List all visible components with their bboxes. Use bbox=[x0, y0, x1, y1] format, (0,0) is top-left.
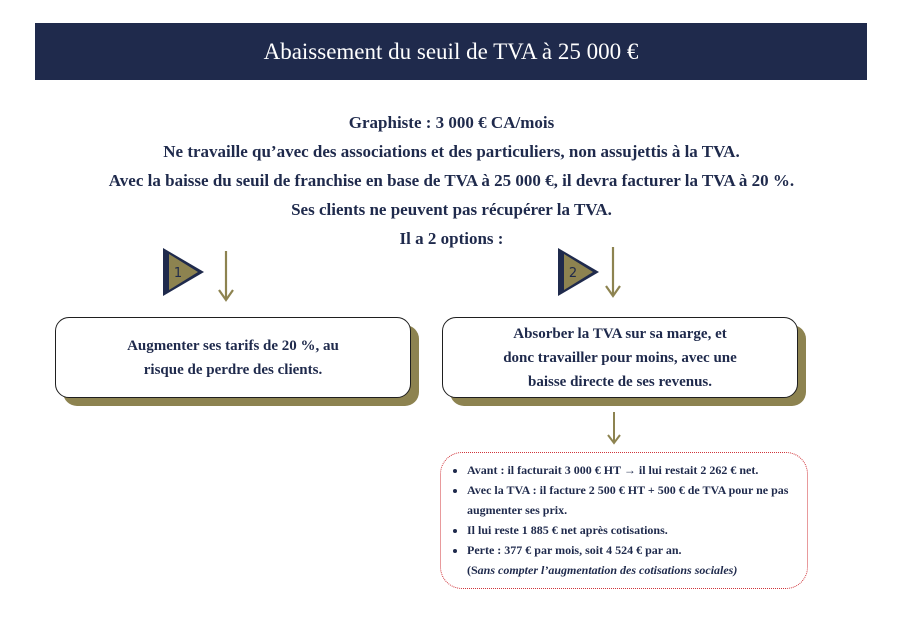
intro-line-3: Avec la baisse du seuil de franchise en base de TVA à 25 000 €, il devra facturer la TVA à 20 %. bbox=[108, 171, 795, 190]
option-2-line-2: donc travailler pour moins, avec une bbox=[503, 349, 737, 366]
detail-note-italic: ans compter l’augmentation des cotisations sociales) bbox=[477, 563, 738, 577]
detail-item-avant: • Avant : il facturait 3 000 € HT → il lui restait 2 262 € net. bbox=[467, 460, 797, 480]
option-2-down-arrow-icon bbox=[605, 246, 621, 298]
option-2-line-3: baisse directe de ses revenus. bbox=[527, 373, 712, 390]
option-1-box bbox=[55, 317, 411, 398]
detail-note bbox=[467, 560, 797, 580]
page-title: Abaissement du seuil de TVA à 25 000 € bbox=[263, 38, 639, 64]
detail-item-reste: • Il lui reste 1 885 € net après cotisations. bbox=[467, 520, 797, 540]
intro-line-2: Ne travaille qu’avec des associations et des particuliers, non assujettis à la TVA. bbox=[163, 142, 740, 161]
detail-down-arrow-icon bbox=[606, 411, 622, 445]
option-1-number: 1 bbox=[173, 266, 183, 281]
detail-item-perte: • Perte : 377 € par mois, soit 4 524 € par an. bbox=[467, 540, 797, 560]
option-2-box bbox=[442, 317, 798, 398]
title-banner bbox=[35, 23, 867, 80]
intro-line-4: Ses clients ne peuvent pas récupérer la TVA. bbox=[291, 200, 612, 219]
option-2-line-1: Absorber la TVA sur sa marge, et bbox=[513, 325, 727, 342]
option-1-number-icon bbox=[160, 246, 206, 298]
option-2-number: 2 bbox=[568, 266, 578, 281]
detail-note-open: (S bbox=[467, 563, 478, 577]
detail-item-avec-tva: • Avec la TVA : il facture 2 500 € HT + 500 € de TVA pour ne pas augmenter ses prix. bbox=[467, 480, 797, 520]
option-1-line-2: risque de perdre des clients. bbox=[143, 361, 323, 378]
intro-text bbox=[0, 108, 903, 253]
intro-line-5: Il a 2 options : bbox=[399, 229, 504, 248]
intro-line-1: Graphiste : 3 000 € CA/mois bbox=[348, 113, 555, 132]
detail-list bbox=[453, 460, 797, 560]
option-1-line-1: Augmenter ses tarifs de 20 %, au bbox=[127, 337, 339, 354]
option-1-down-arrow-icon bbox=[218, 250, 234, 302]
option-2-number-icon bbox=[555, 246, 601, 298]
detail-box bbox=[440, 452, 808, 589]
